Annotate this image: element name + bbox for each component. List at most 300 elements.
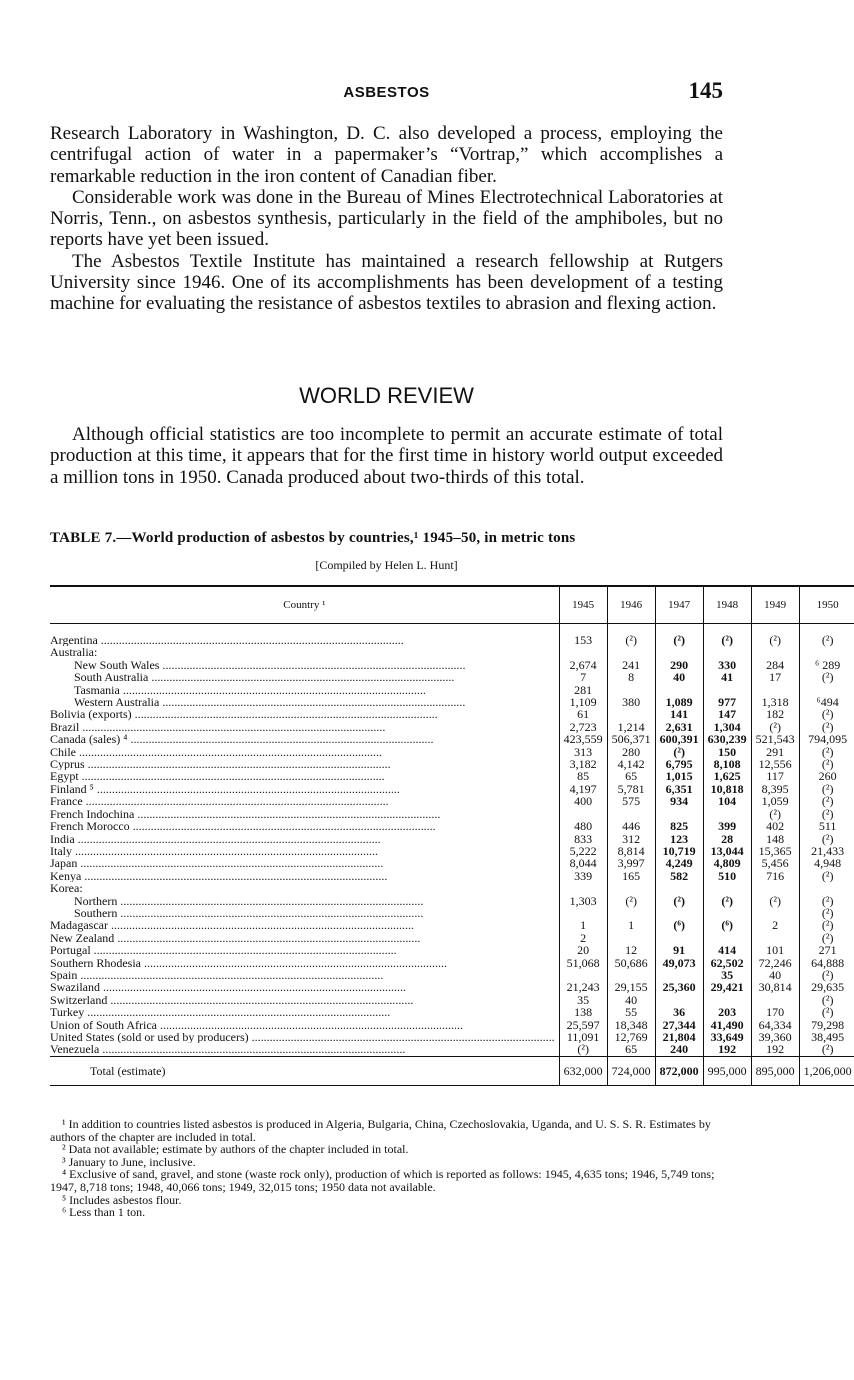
table-cell: 4,197 [559, 783, 607, 795]
table-cell: 402 [751, 820, 799, 832]
country-name [50, 857, 559, 869]
table-cell: 165 [607, 870, 655, 882]
table-cell: 1,318 [751, 696, 799, 708]
table-row [50, 944, 854, 956]
column-header: Country ¹ [50, 586, 559, 624]
table-cell: (²) [799, 758, 854, 770]
table-cell: 1,059 [751, 795, 799, 807]
table-cell: (²) [655, 624, 703, 647]
table-cell: 150 [703, 746, 751, 758]
table-row [50, 708, 854, 720]
total-cell: 872,000 [655, 1056, 703, 1085]
production-table [50, 585, 854, 1086]
table-cell: 12 [607, 944, 655, 956]
country-label: Kenya ..... [50, 870, 387, 882]
country-label: New South Wales ..... [74, 659, 465, 671]
table-body [50, 624, 854, 1057]
footnotes [50, 1118, 723, 1219]
table-cell: 630,239 [703, 733, 751, 745]
total-cell: 632,000 [559, 1056, 607, 1085]
footnote: ³ January to June, inclusive. [62, 1154, 196, 1169]
table-cell: 312 [607, 833, 655, 845]
table-cell: 18,348 [607, 1019, 655, 1031]
review-text [50, 424, 723, 488]
table-cell: 260 [799, 770, 854, 782]
table-row [50, 1043, 854, 1056]
country-name [50, 795, 559, 807]
total-cell: 1,206,000 [799, 1056, 854, 1085]
table-cell: 40 [655, 671, 703, 683]
country-label: United States (sold or used by producers) ..... [50, 1031, 555, 1043]
table-cell: 62,502 [703, 957, 751, 969]
table-cell: 10,818 [703, 783, 751, 795]
table-row [50, 957, 854, 969]
table-cell: 6,351 [655, 783, 703, 795]
table-cell: 51,068 [559, 957, 607, 969]
table-cell: (²) [799, 1043, 854, 1056]
table-cell: 85 [559, 770, 607, 782]
country-name [50, 758, 559, 770]
table-cell: 575 [607, 795, 655, 807]
table-cell: (²) [751, 808, 799, 820]
table-cell: 8,814 [607, 845, 655, 857]
table-cell [655, 882, 703, 894]
table-cell: 1 [559, 919, 607, 931]
table-cell: 934 [655, 795, 703, 807]
table-row [50, 624, 854, 647]
table-row [50, 671, 854, 683]
table-cell: (²) [799, 919, 854, 931]
table-row [50, 795, 854, 807]
table-cell [607, 708, 655, 720]
country-name [50, 624, 559, 647]
country-name [50, 820, 559, 832]
table-cell [607, 882, 655, 894]
table-cell: 123 [655, 833, 703, 845]
table-cell: 833 [559, 833, 607, 845]
table-cell: 600,391 [655, 733, 703, 745]
country-name [50, 932, 559, 944]
country-name [50, 845, 559, 857]
country-label: Southern ..... [74, 907, 423, 919]
table-cell: 35 [559, 994, 607, 1006]
country-label: Tasmania ..... [74, 684, 426, 696]
table-cell: 13,044 [703, 845, 751, 857]
table-cell: (⁶) [655, 919, 703, 931]
table-cell: 29,635 [799, 981, 854, 993]
country-name [50, 646, 559, 658]
country-label: India ..... [50, 833, 381, 845]
table-cell: 2,723 [559, 721, 607, 733]
country-name [50, 833, 559, 845]
intro-text [50, 123, 723, 315]
table-row [50, 857, 854, 869]
country-name [50, 944, 559, 956]
table-cell: 5,222 [559, 845, 607, 857]
table-cell: 241 [607, 659, 655, 671]
table-compiled-by: [Compiled by Helen L. Hunt] [315, 558, 458, 572]
country-label: Canada (sales) ⁴ ..... [50, 733, 433, 745]
table-cell: 281 [559, 684, 607, 696]
column-header: 1949 [751, 586, 799, 624]
column-header: 1946 [607, 586, 655, 624]
footnote: ⁴ Exclusive of sand, gravel, and stone (waste rock only), production of which is reported as follows: 1945, 4,635 tons; 1946, 5,749 tons; 1947, 8,718 tons; 1948, 40,066 tons; 1949, 32,015 tons; 1950 data not available. [50, 1167, 715, 1194]
running-header [50, 78, 723, 108]
country-name [50, 957, 559, 969]
table-cell: 716 [751, 870, 799, 882]
total-label: Total (estimate) [50, 1056, 559, 1085]
table-cell: 27,344 [655, 1019, 703, 1031]
country-label: Venezuela ..... [50, 1043, 405, 1056]
table-cell: (²) [751, 721, 799, 733]
table-cell: 339 [559, 870, 607, 882]
country-name [50, 659, 559, 671]
table-cell: 1,625 [703, 770, 751, 782]
country-name [50, 1006, 559, 1018]
footnote: ¹ In addition to countries listed asbestos is produced in Algeria, Bulgaria, China, Czechoslovakia, Uganda, and U. S. S. R. Estimates by authors of the chapter are included in total. [50, 1117, 711, 1144]
country-name [50, 882, 559, 894]
running-title: ASBESTOS [343, 84, 430, 101]
table-cell: 290 [655, 659, 703, 671]
table-cell: 2,674 [559, 659, 607, 671]
country-label: France ..... [50, 795, 389, 807]
table-cell [751, 646, 799, 658]
table-cell: (²) [799, 783, 854, 795]
paragraph-2: Considerable work was done in the Bureau of Mines Electrotechnical Laboratories at Norris, Tenn., on asbestos synthesis, particularly in the field of the amphiboles, but no reports have yet been issued. [50, 186, 723, 251]
table-cell: 65 [607, 770, 655, 782]
table-cell: 8 [607, 671, 655, 683]
table-cell: 61 [559, 708, 607, 720]
country-label: French Morocco ..... [50, 820, 436, 832]
country-label: Western Australia ..... [74, 696, 465, 708]
table-cell: 49,073 [655, 957, 703, 969]
table-cell: (²) [751, 895, 799, 907]
table-cell: 35 [703, 969, 751, 981]
country-label: Brazil ..... [50, 721, 385, 733]
country-label: Northern ..... [74, 895, 423, 907]
country-name [50, 696, 559, 708]
table-cell: (²) [607, 895, 655, 907]
table-caption: TABLE 7.—World production of asbestos by countries,¹ 1945–50, in metric tons [50, 530, 576, 546]
table-cell: 794,095 [799, 733, 854, 745]
table-cell: 21,243 [559, 981, 607, 993]
table-cell: (²) [799, 994, 854, 1006]
country-label: Union of South Africa ..... [50, 1019, 463, 1031]
table-cell: 79,298 [799, 1019, 854, 1031]
country-label: Finland ⁵ ..... [50, 783, 400, 795]
table-cell: 4,948 [799, 857, 854, 869]
country-label: South Australia ..... [74, 671, 454, 683]
column-header: 1947 [655, 586, 703, 624]
table-cell: 4,142 [607, 758, 655, 770]
table-row [50, 981, 854, 993]
country-label: Italy ..... [50, 845, 378, 857]
table-cell: 10,719 [655, 845, 703, 857]
table-cell: (⁶) [703, 919, 751, 931]
table-cell: (²) [703, 624, 751, 647]
table-cell: 41 [703, 671, 751, 683]
country-name [50, 981, 559, 993]
table-cell: (²) [799, 671, 854, 683]
table-cell: 521,543 [751, 733, 799, 745]
table-cell: 2 [751, 919, 799, 931]
table-cell: 17 [751, 671, 799, 683]
table-row [50, 820, 854, 832]
table-cell: 4,249 [655, 857, 703, 869]
table-cell: 8,044 [559, 857, 607, 869]
table-cell: (²) [799, 833, 854, 845]
table-cell: (²) [655, 895, 703, 907]
table-cell: 203 [703, 1006, 751, 1018]
country-name [50, 895, 559, 907]
table-cell: (²) [703, 895, 751, 907]
table-cell [559, 646, 607, 658]
country-label: Chile ..... [50, 746, 382, 758]
country-label: Spain ..... [50, 969, 383, 981]
table-cell: 147 [703, 708, 751, 720]
table-cell: (²) [799, 808, 854, 820]
country-name [50, 783, 559, 795]
table-cell [751, 882, 799, 894]
country-name [50, 919, 559, 931]
table-cell: 12,769 [607, 1031, 655, 1043]
table-cell: (²) [559, 1043, 607, 1056]
table-cell: 72,246 [751, 957, 799, 969]
table-cell: 6,795 [655, 758, 703, 770]
country-name [50, 808, 559, 820]
table-cell: 280 [607, 746, 655, 758]
table-cell: 39,360 [751, 1031, 799, 1043]
table-cell: 138 [559, 1006, 607, 1018]
table-cell: 1,304 [703, 721, 751, 733]
table-cell: 3,182 [559, 758, 607, 770]
table-cell: 33,649 [703, 1031, 751, 1043]
table-cell: (²) [799, 907, 854, 919]
table-cell: 15,365 [751, 845, 799, 857]
table-cell: (²) [751, 624, 799, 647]
country-name [50, 746, 559, 758]
table-cell: 55 [607, 1006, 655, 1018]
table-cell: 64,334 [751, 1019, 799, 1031]
table-cell: 153 [559, 624, 607, 647]
country-label: Egypt ..... [50, 770, 385, 782]
table-row [50, 919, 854, 931]
table-cell: 8,108 [703, 758, 751, 770]
table-cell: 25,360 [655, 981, 703, 993]
table-cell: (²) [799, 870, 854, 882]
table-row [50, 895, 854, 907]
table-cell: 284 [751, 659, 799, 671]
table-cell: 1 [607, 919, 655, 931]
country-name [50, 1031, 559, 1043]
table-cell: 2,631 [655, 721, 703, 733]
table-cell [799, 646, 854, 658]
table-cell: 38,495 [799, 1031, 854, 1043]
table-cell: (²) [799, 721, 854, 733]
table-cell: (²) [799, 1006, 854, 1018]
table-cell: 5,781 [607, 783, 655, 795]
footnote: ² Data not available; estimate by authors of the chapter included in total. [62, 1142, 409, 1157]
table-cell: 414 [703, 944, 751, 956]
total-cell: 895,000 [751, 1056, 799, 1085]
table-row [50, 659, 854, 671]
country-label: Cyprus ..... [50, 758, 391, 770]
table-cell: 511 [799, 820, 854, 832]
table-cell: 330 [703, 659, 751, 671]
table-row [50, 770, 854, 782]
total-cell: 995,000 [703, 1056, 751, 1085]
table-cell: 28 [703, 833, 751, 845]
table-cell: 1,015 [655, 770, 703, 782]
country-label: Korea: [50, 882, 83, 895]
table-cell: (²) [799, 746, 854, 758]
section-heading: WORLD REVIEW [299, 383, 474, 408]
table-cell: (²) [607, 624, 655, 647]
table-cell: 12,556 [751, 758, 799, 770]
table-cell: 65 [607, 1043, 655, 1056]
column-header: 1945 [559, 586, 607, 624]
table-cell: 1,303 [559, 895, 607, 907]
table-row [50, 882, 854, 894]
table-row [50, 733, 854, 745]
table-cell: 101 [751, 944, 799, 956]
table-cell: 104 [703, 795, 751, 807]
country-name [50, 733, 559, 745]
column-header: 1948 [703, 586, 751, 624]
page-number: 145 [688, 78, 723, 103]
country-name [50, 721, 559, 733]
table-cell: 20 [559, 944, 607, 956]
country-label: Japan ..... [50, 857, 383, 869]
table-cell: 582 [655, 870, 703, 882]
table-row [50, 870, 854, 882]
country-label: French Indochina ..... [50, 808, 440, 820]
country-name [50, 708, 559, 720]
table-cell: (²) [799, 969, 854, 981]
country-label: Argentina ..... [50, 633, 404, 646]
table-cell: 400 [559, 795, 607, 807]
table-cell: 192 [703, 1043, 751, 1056]
table-cell: (²) [799, 795, 854, 807]
table-cell: 240 [655, 1043, 703, 1056]
table-cell: 480 [559, 820, 607, 832]
table-cell: 50,686 [607, 957, 655, 969]
table-cell [703, 882, 751, 894]
paragraph-1: Research Laboratory in Washington, D. C. also developed a process, employing the centrifugal action of water in a papermaker’s “Vortrap,” which accomplishes a remarkable reduction in the iron content of Canadian fiber. [50, 123, 723, 187]
country-name [50, 907, 559, 919]
total-cell: 724,000 [607, 1056, 655, 1085]
table-cell [655, 646, 703, 658]
table-cell: 117 [751, 770, 799, 782]
country-label: Portugal ..... [50, 944, 397, 956]
table-cell: 423,559 [559, 733, 607, 745]
table-cell: 4,809 [703, 857, 751, 869]
table-cell: 192 [751, 1043, 799, 1056]
table-cell: 5,456 [751, 857, 799, 869]
country-label: New Zealand ..... [50, 932, 420, 944]
table-cell: 380 [607, 696, 655, 708]
country-label: Southern Rhodesia ..... [50, 957, 447, 969]
table-cell: ⁶ 289 [799, 659, 854, 671]
table-cell: 8,395 [751, 783, 799, 795]
table-cell: 29,155 [607, 981, 655, 993]
table-cell: 21,804 [655, 1031, 703, 1043]
table-cell: (²) [799, 895, 854, 907]
table-cell: 3,997 [607, 857, 655, 869]
table-cell: (²) [799, 624, 854, 647]
table-cell: 64,888 [799, 957, 854, 969]
country-name [50, 870, 559, 882]
table-row [50, 907, 854, 919]
table-cell: (²) [799, 708, 854, 720]
table-cell: 29,421 [703, 981, 751, 993]
table-cell: 182 [751, 708, 799, 720]
table-cell: 313 [559, 746, 607, 758]
table-cell: 446 [607, 820, 655, 832]
table-cell: 291 [751, 746, 799, 758]
country-label: Switzerland ..... [50, 994, 413, 1006]
country-name [50, 770, 559, 782]
column-header: 1950 [799, 586, 854, 624]
country-name [50, 671, 559, 683]
table-cell [799, 882, 854, 894]
country-label: Australia: [50, 646, 98, 659]
country-label: Swaziland ..... [50, 981, 406, 993]
table-cell: 21,433 [799, 845, 854, 857]
table-cell: 506,371 [607, 733, 655, 745]
table-cell: 1,214 [607, 721, 655, 733]
table-cell: (²) [655, 746, 703, 758]
table-cell: 825 [655, 820, 703, 832]
country-label: Madagascar ..... [50, 919, 414, 931]
table-cell: 148 [751, 833, 799, 845]
table-cell: 41,490 [703, 1019, 751, 1031]
table-cell: 2 [559, 932, 607, 944]
table-cell: 7 [559, 671, 607, 683]
table-cell [607, 646, 655, 658]
country-name [50, 1043, 559, 1056]
footnote: ⁵ Includes asbestos flour. [62, 1192, 182, 1207]
total-row [50, 1056, 854, 1085]
table-cell: 170 [751, 1006, 799, 1018]
table-cell [559, 882, 607, 894]
country-name [50, 684, 559, 696]
country-name [50, 994, 559, 1006]
review-paragraph: Although official statistics are too incomplete to permit an accurate estimate of total production at this time, it appears that for the first time in history world output exceeded a million tons in 1950. Canada produced about two-thirds of this total. [50, 424, 723, 488]
table-cell: (²) [799, 932, 854, 944]
country-label: Turkey ..... [50, 1006, 390, 1018]
table-cell: 36 [655, 1006, 703, 1018]
table-cell: 25,597 [559, 1019, 607, 1031]
country-label: Bolivia (exports) ..... [50, 708, 438, 720]
table-row [50, 1006, 854, 1018]
table-cell: 510 [703, 870, 751, 882]
table-cell: 11,091 [559, 1031, 607, 1043]
table-cell: 141 [655, 708, 703, 720]
footnote: ⁶ Less than 1 ton. [62, 1205, 146, 1220]
table-cell: 40 [607, 994, 655, 1006]
table-cell: 271 [799, 944, 854, 956]
paragraph-3: The Asbestos Textile Institute has maintained a research fellowship at Rutgers University since 1946. One of its accomplishments has been development of a testing machine for evaluating the resistance of asbestos textiles to abrasion and flexing action. [50, 250, 723, 315]
table-cell: 399 [703, 820, 751, 832]
table-cell: 30,814 [751, 981, 799, 993]
table-header-row [50, 586, 854, 624]
country-name [50, 1019, 559, 1031]
table-cell: 1,089 [655, 696, 703, 708]
table-cell: 40 [751, 969, 799, 981]
table-cell: 91 [655, 944, 703, 956]
table-cell: 1,109 [559, 696, 607, 708]
